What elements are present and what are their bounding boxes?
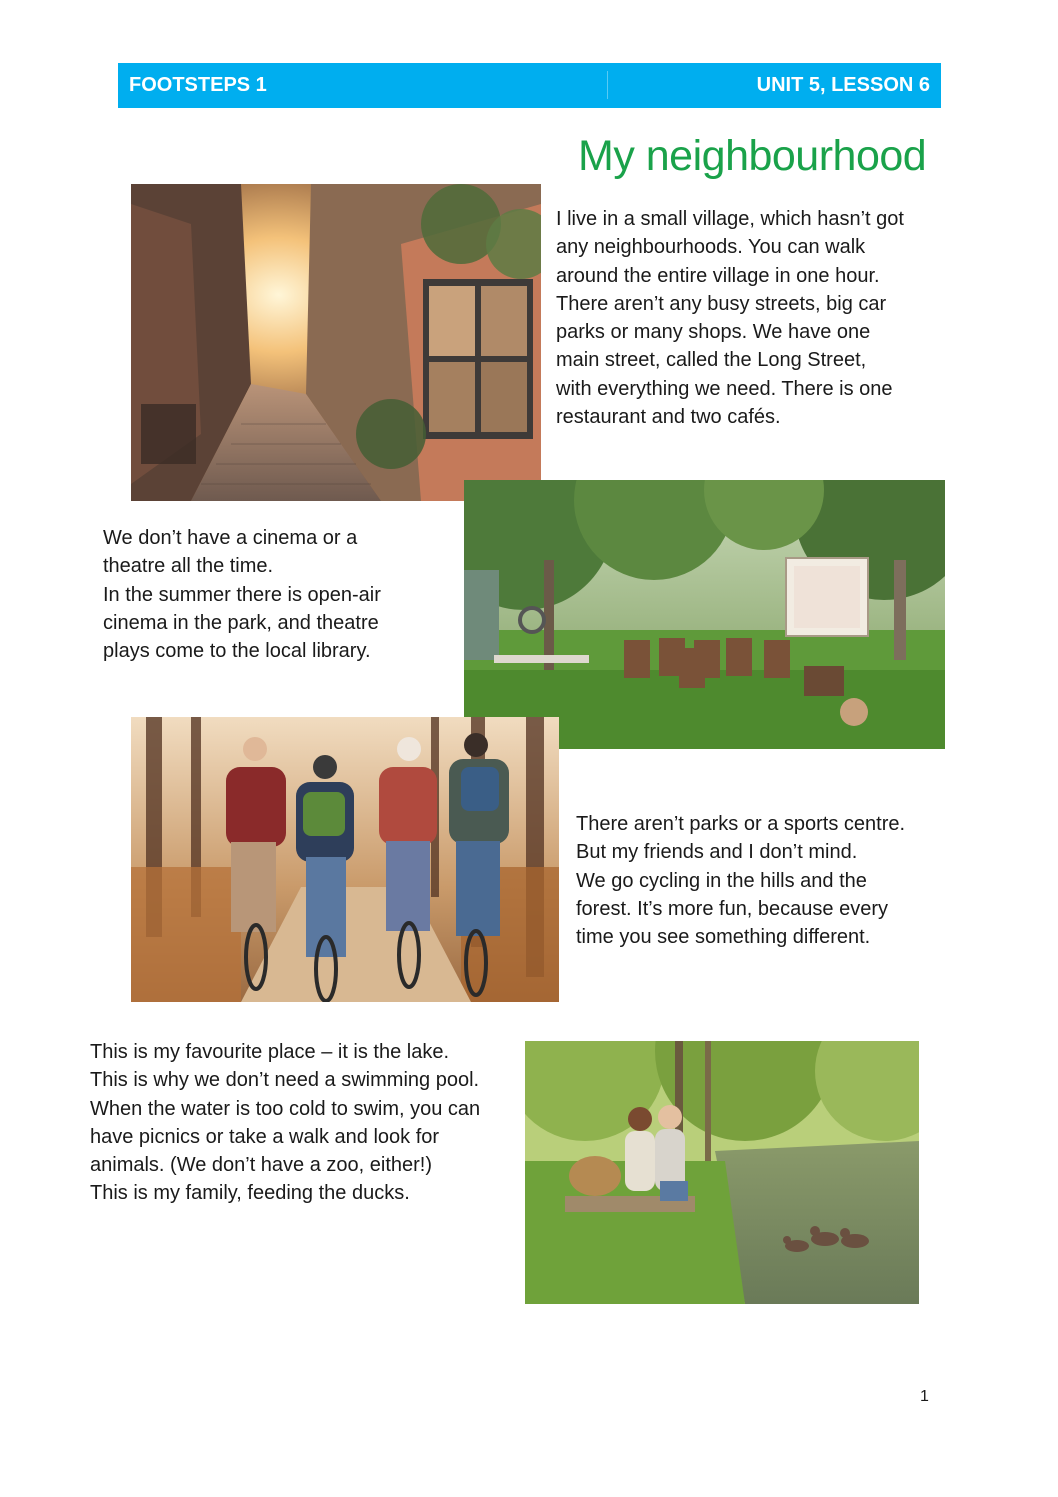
page-title: My neighbourhood <box>578 132 927 180</box>
lake-photo <box>525 1041 919 1304</box>
header-divider <box>607 71 608 99</box>
lake-paragraph: This is my favourite place – it is the lake. This is why we don’t need a swimming pool. When the water is too cold to swim, you can have picnics or take a walk and look for animals. (We don’t have a zoo, either!) This is my family, feeding the ducks. <box>90 1041 481 1205</box>
course-name: FOOTSTEPS 1 <box>129 74 267 96</box>
cycling-paragraph: There aren’t parks or a sports centre. But my friends and I don’t mind. We go cycling in the hills and the forest. It’s more fun, because every time you see something different. <box>576 813 906 949</box>
page-number: 1 <box>920 1388 929 1405</box>
intro-paragraph: I live in a small village, which hasn’t got any neighbourhoods. You can walk around the entire village in one hour. There aren’t any busy streets, big car parks or many shops. We have one main street, called the Long Street, with everything we need. There is one restaurant and two cafés. <box>556 208 904 429</box>
unit-lesson: UNIT 5, LESSON 6 <box>756 74 930 96</box>
cycling-photo <box>131 717 559 1002</box>
cinema-paragraph: We don’t have a cinema or a theatre all the time. In the summer there is open-air cinema in the park, and theatre plays come to the local library. <box>103 527 381 663</box>
open-air-cinema-photo <box>464 480 945 749</box>
header-bar <box>118 63 941 108</box>
street-photo <box>131 184 541 501</box>
